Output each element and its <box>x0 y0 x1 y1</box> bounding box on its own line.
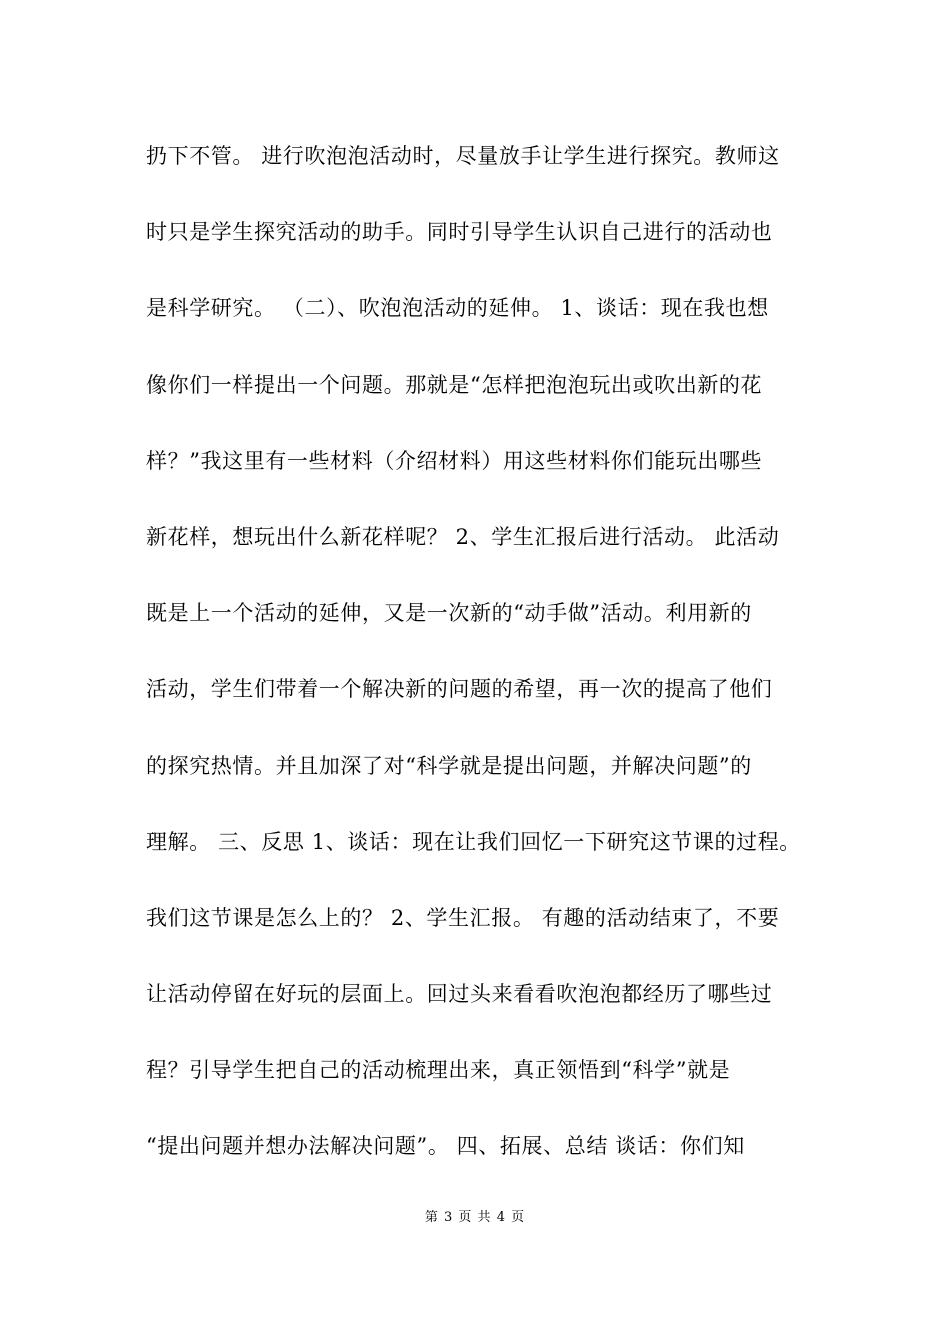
text-line: 新花样，想玩出什么新花样呢？ 2、学生汇报后进行活动。 此活动 <box>146 524 780 549</box>
text-line: 既是上一个活动的延伸，又是一次新的“动手做”活动。利用新的 <box>146 601 752 626</box>
text-line: 样？”我这里有一些材料（介绍材料）用这些材料你们能玩出哪些 <box>146 448 763 473</box>
text-line: 像你们一样提出一个问题。那就是“怎样把泡泡玩出或吹出新的花 <box>146 372 763 397</box>
text-line: 活动，学生们带着一个解决新的问题的希望，再一次的提高了他们 <box>146 677 773 702</box>
text-line: “提出问题并想办法解决问题”。 四、拓展、总结 谈话：你们知 <box>146 1134 745 1159</box>
text-line: 的探究热情。并且加深了对“科学就是提出问题，并解决问题”的 <box>146 753 752 778</box>
text-line: 理解。 三、反思 1、谈话：现在让我们回忆一下研究这节课的过程。 <box>146 829 801 854</box>
text-line: 让活动停留在好玩的层面上。回过头来看看吹泡泡都经历了哪些过 <box>146 982 773 1007</box>
text-line: 扔下不管。 进行吹泡泡活动时，尽量放手让学生进行探究。教师这 <box>146 144 780 168</box>
body-text <box>146 138 846 1205</box>
text-line: 我们这节课是怎么上的？ 2、学生汇报。 有趣的活动结束了，不要 <box>146 905 780 930</box>
text-line: 程？引导学生把自己的活动梳理出来，真正领悟到“科学”就是 <box>146 1058 731 1083</box>
page-number-footer: 第 3 页 共 4 页 <box>424 1210 526 1225</box>
text-line: 是科学研究。 （二）、吹泡泡活动的延伸。 1、谈话：现在我也想 <box>146 296 769 321</box>
text-line: 时只是学生探究活动的助手。同时引导学生认识自己进行的活动也 <box>146 220 773 245</box>
